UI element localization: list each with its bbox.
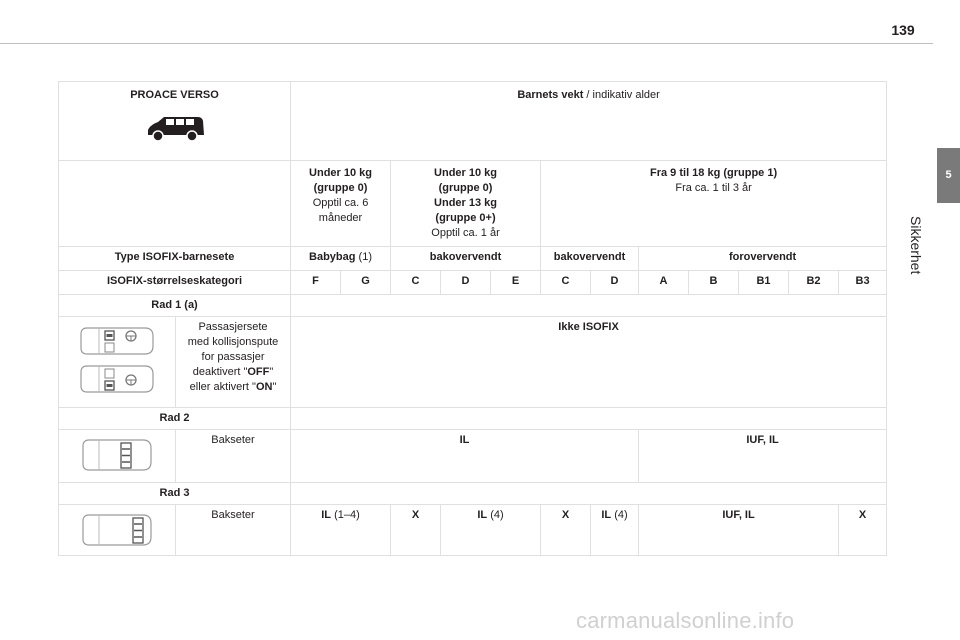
size-class-b: B [689,271,739,295]
airbag-on-text: ON [255,381,273,393]
size-class-b1: B1 [739,271,789,295]
row3-c2 [391,505,441,556]
group0-cell [291,161,391,247]
row3-content [59,505,887,556]
row3-c5 [591,505,639,556]
row2-il-cell [291,430,639,483]
weight-header-rest: / indikativ alder [583,89,660,101]
third-row-seats-icon [81,512,153,548]
row3-c5-bold: IL [601,509,612,521]
chapter-tab[interactable]: 5 [937,148,960,203]
row1-seat-line5a: eller aktivert " [189,381,256,393]
isofix-table [58,81,887,556]
group0p-sub1: (gruppe 0) [438,182,493,194]
group0p-title2: Under 13 kg [434,197,497,209]
row1-label: Rad 1 (a) [59,295,291,317]
size-class-c: C [391,271,441,295]
chapter-title [896,208,936,328]
size-class-a: A [639,271,689,295]
row3-c3 [441,505,541,556]
model-name: PROACE VERSO [130,89,219,101]
row2-diagram-cell [59,430,176,483]
front-seat-airbag-off-icon [79,324,155,358]
babybag-cell [291,247,391,271]
second-row-seats-icon [81,437,153,473]
group1-title: Fra 9 til 18 kg (gruppe 1) [650,167,778,179]
row3-c1-rest: (1–4) [331,509,360,521]
row1-seat-line1: Passasjersete [198,321,268,333]
row3-heading [59,483,887,505]
row3-diagram-cell [59,505,176,556]
seat-type-label: Type ISOFIX-barnesete [59,247,291,271]
group1-cell [541,161,887,247]
row3-c1 [291,505,391,556]
weight-groups-row [59,161,887,247]
size-class-d: D [441,271,491,295]
row3-c4 [541,505,591,556]
chapter-title-text: Sikkerhet [908,216,924,275]
row3-c1-bold: IL [321,509,332,521]
size-class-g: G [341,271,391,295]
size-class-e: E [491,271,541,295]
size-class-c2: C [541,271,591,295]
weight-header-bold: Barnets vekt [517,89,584,101]
group0p-sub2: (gruppe 0+) [435,212,496,224]
row3-c5-rest: (4) [611,509,628,521]
weight-header-cell [291,82,887,161]
row2-label: Rad 2 [59,408,291,430]
size-class-f: F [291,271,341,295]
front-seat-airbag-on-icon [79,362,155,396]
row3-c4-text: X [561,509,570,521]
row1-heading [59,295,887,317]
babybag-bold: Babybag [309,251,356,263]
table-header-row [59,82,887,161]
van-icon [144,115,206,143]
row3-c2-text: X [411,509,420,521]
header-rule [0,43,933,44]
seat-type-row [59,247,887,271]
row2-iuf-cell [639,430,887,483]
empty-cell [59,161,291,247]
row1-seat-line2: med kollisjonspute [187,336,279,348]
rear-facing-2: bakovervendt [541,247,639,271]
empty-cell [291,295,887,317]
empty-cell [291,483,887,505]
group0-title: Under 10 kg [309,167,372,179]
row1-seat-line3: for passasjer [201,351,265,363]
forward-facing: forovervendt [639,247,887,271]
size-class-d2: D [591,271,639,295]
row3-seat-desc: Bakseter [176,505,291,556]
size-class-b3: B3 [839,271,887,295]
size-class-b2: B2 [789,271,839,295]
group0-age: Opptil ca. 6 måneder [312,197,369,224]
row1-seat-line4b: " [269,366,274,378]
row2-content [59,430,887,483]
row1-seat-line5b: " [272,381,277,393]
row3-c3-rest: (4) [487,509,504,521]
row1-diagram-cell [59,317,176,408]
watermark: carmanualsonline.info [576,608,795,633]
row3-c7-text: X [858,509,867,521]
group0-sub: (gruppe 0) [313,182,368,194]
row2-iuf: IUF, IL [746,434,779,446]
size-class-row [59,271,887,295]
empty-cell [291,408,887,430]
page-number: 139 [891,22,915,38]
airbag-off-text: OFF [247,366,270,378]
group0p-title1: Under 10 kg [434,167,497,179]
row3-label: Rad 3 [59,483,291,505]
row2-il: IL [459,434,470,446]
row2-seat-desc: Bakseter [176,430,291,483]
row3-c3-bold: IL [477,509,488,521]
row1-value: Ikke ISOFIX [558,321,619,333]
row1-content [59,317,887,408]
row3-c6 [639,505,839,556]
rear-facing-1: bakovervendt [391,247,541,271]
row1-seat-line4a: deaktivert " [192,366,248,378]
row1-value-cell [291,317,887,408]
group1-age: Fra ca. 1 til 3 år [675,182,752,194]
babybag-rest: (1) [355,251,372,263]
row3-c7 [839,505,887,556]
group0p-cell [391,161,541,247]
row3-c6-text: IUF, IL [722,509,755,521]
group0p-age: Opptil ca. 1 år [431,227,500,239]
model-cell [59,82,291,161]
row1-seat-desc [176,317,291,408]
row2-heading [59,408,887,430]
size-class-label: ISOFIX-størrelseskategori [59,271,291,295]
